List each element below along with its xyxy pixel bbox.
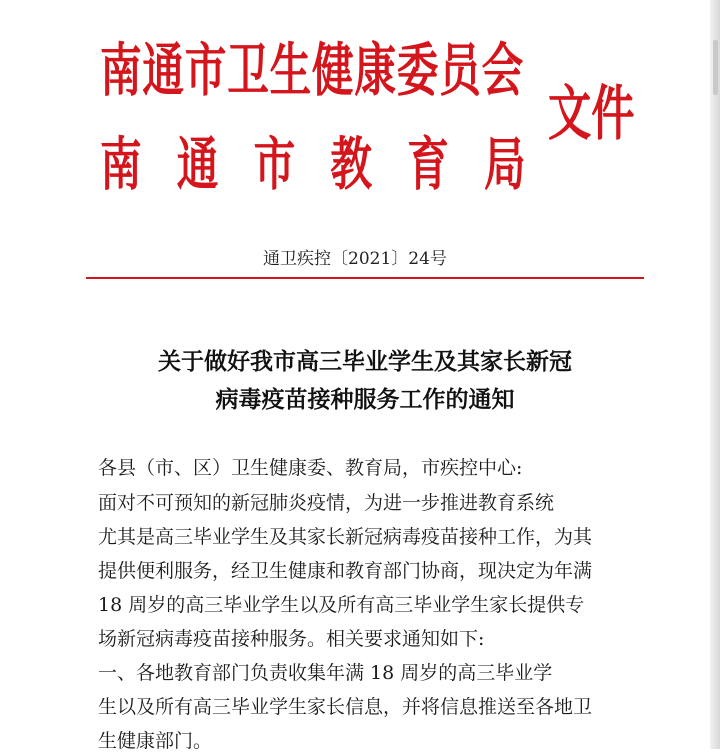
body-line: 尤其是高三毕业学生及其家长新冠病毒疫苗接种工作，为其 <box>98 526 593 548</box>
body-line: 18 周岁的高三毕业学生以及所有高三毕业学生家长提供专 <box>98 594 585 616</box>
red-divider <box>86 277 644 279</box>
document-title-line-2: 病毒疫苗接种服务工作的通知 <box>215 386 515 413</box>
body-line: 面对不可预知的新冠肺炎疫情，为进一步推进教育系统 <box>98 492 555 514</box>
body-line: 提供便利服务，经卫生健康和教育部门协商，现决定为年满 <box>98 560 593 582</box>
document-title-line-1: 关于做好我市高三毕业学生及其家长新冠 <box>158 348 572 375</box>
scroll-indicator[interactable] <box>713 40 718 95</box>
body-line: 生以及所有高三毕业学生家长信息，并将信息推送至各地卫 <box>98 696 593 718</box>
header-issuer-education-bureau: 南通市教育局 <box>100 131 561 199</box>
body-line: 生健康部门。 <box>98 730 213 752</box>
document-number: 通卫疾控〔2021〕24号 <box>263 249 447 269</box>
body-line: 场新冠病毒疫苗接种服务。相关要求通知如下: <box>98 628 485 650</box>
header-document-suffix: 文件 <box>548 78 635 149</box>
addressee-line: 各县（市、区）卫生健康委、教育局，市疾控中心: <box>98 457 523 479</box>
page-edge <box>710 0 720 749</box>
body-line: 一、各地教育部门负责收集年满 18 周岁的高三毕业学 <box>98 662 553 684</box>
header-issuer-health-commission: 南通市卫生健康委员会 <box>100 37 525 105</box>
